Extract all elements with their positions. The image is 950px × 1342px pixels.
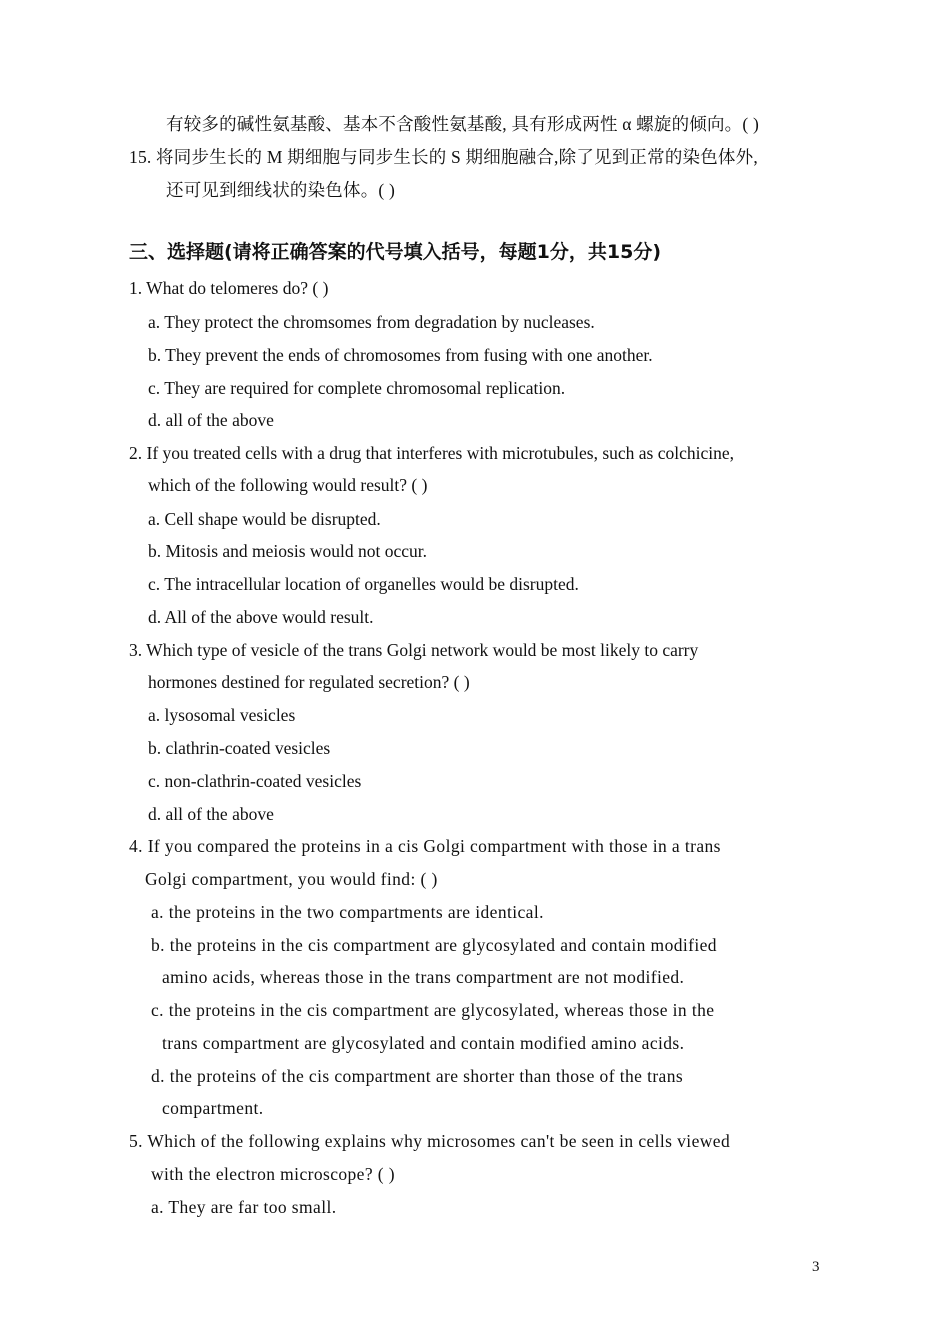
- page-number: 3: [812, 1259, 820, 1275]
- question-2-option-b: b. Mitosis and meiosis would not occur.: [148, 541, 428, 561]
- question-1-stem: 1. What do telomeres do? ( ): [129, 278, 329, 298]
- question-4-option-d-line-2: compartment.: [162, 1098, 264, 1118]
- question-4-stem-line-2: Golgi compartment, you would find: ( ): [145, 869, 438, 889]
- question-4-option-c-line-2: trans compartment are glycosylated and contain modified amino acids.: [162, 1033, 685, 1053]
- question-4-option-b-line-2: amino acids, whereas those in the trans compartment are not modified.: [162, 967, 685, 987]
- question-1-option-b: b. They prevent the ends of chromosomes from fusing with one another.: [148, 345, 653, 365]
- tf-item-15-line-1: 15. 将同步生长的 M 期细胞与同步生长的 S 期细胞融合,除了见到正常的染色体外,: [129, 147, 758, 167]
- question-2-option-a: a. Cell shape would be disrupted.: [148, 509, 381, 529]
- section-heading-multiple-choice: 三、选择题(请将正确答案的代号填入括号，每题1分，共15分): [129, 241, 662, 263]
- tf-item-15-line-2: 还可见到细线状的染色体。( ): [166, 180, 396, 200]
- question-1-option-c: c. They are required for complete chromosomal replication.: [148, 378, 566, 398]
- question-4-option-a: a. the proteins in the two compartments are identical.: [151, 902, 544, 922]
- question-3-stem-line-1: 3. Which type of vesicle of the trans Golgi network would be most likely to carry: [129, 640, 699, 660]
- question-5-option-a: a. They are far too small.: [151, 1197, 337, 1217]
- question-3-option-a: a. lysosomal vesicles: [148, 705, 296, 725]
- question-3-option-c: c. non-clathrin-coated vesicles: [148, 771, 362, 791]
- question-2-stem-line-1: 2. If you treated cells with a drug that interferes with microtubules, such as colchicine,: [129, 443, 735, 463]
- question-4-option-d-line-1: d. the proteins of the cis compartment are shorter than those of the trans: [151, 1066, 684, 1086]
- question-4-stem-line-1: 4. If you compared the proteins in a cis Golgi compartment with those in a trans: [129, 836, 721, 856]
- question-5-stem-line-1: 5. Which of the following explains why microsomes can't be seen in cells viewed: [129, 1131, 731, 1151]
- question-3-option-b: b. clathrin-coated vesicles: [148, 738, 331, 758]
- question-1-option-a: a. They protect the chromsomes from degradation by nucleases.: [148, 312, 595, 332]
- question-5-stem-line-2: with the electron microscope? ( ): [151, 1164, 396, 1184]
- question-4-option-c-line-1: c. the proteins in the cis compartment are glycosylated, whereas those in the: [151, 1000, 715, 1020]
- question-2-option-c: c. The intracellular location of organelles would be disrupted.: [148, 574, 579, 594]
- question-1-option-d: d. all of the above: [148, 410, 274, 430]
- question-2-stem-line-2: which of the following would result? ( ): [148, 475, 428, 495]
- question-4-option-b-line-1: b. the proteins in the cis compartment are glycosylated and contain modified: [151, 935, 717, 955]
- question-3-option-d: d. all of the above: [148, 804, 274, 824]
- question-2-option-d: d. All of the above would result.: [148, 607, 374, 627]
- tf-item-14-continuation: 有较多的碱性氨基酸、基本不含酸性氨基酸, 具有形成两性 α 螺旋的倾向。( ): [166, 114, 759, 134]
- question-3-stem-line-2: hormones destined for regulated secretion? ( ): [148, 672, 470, 692]
